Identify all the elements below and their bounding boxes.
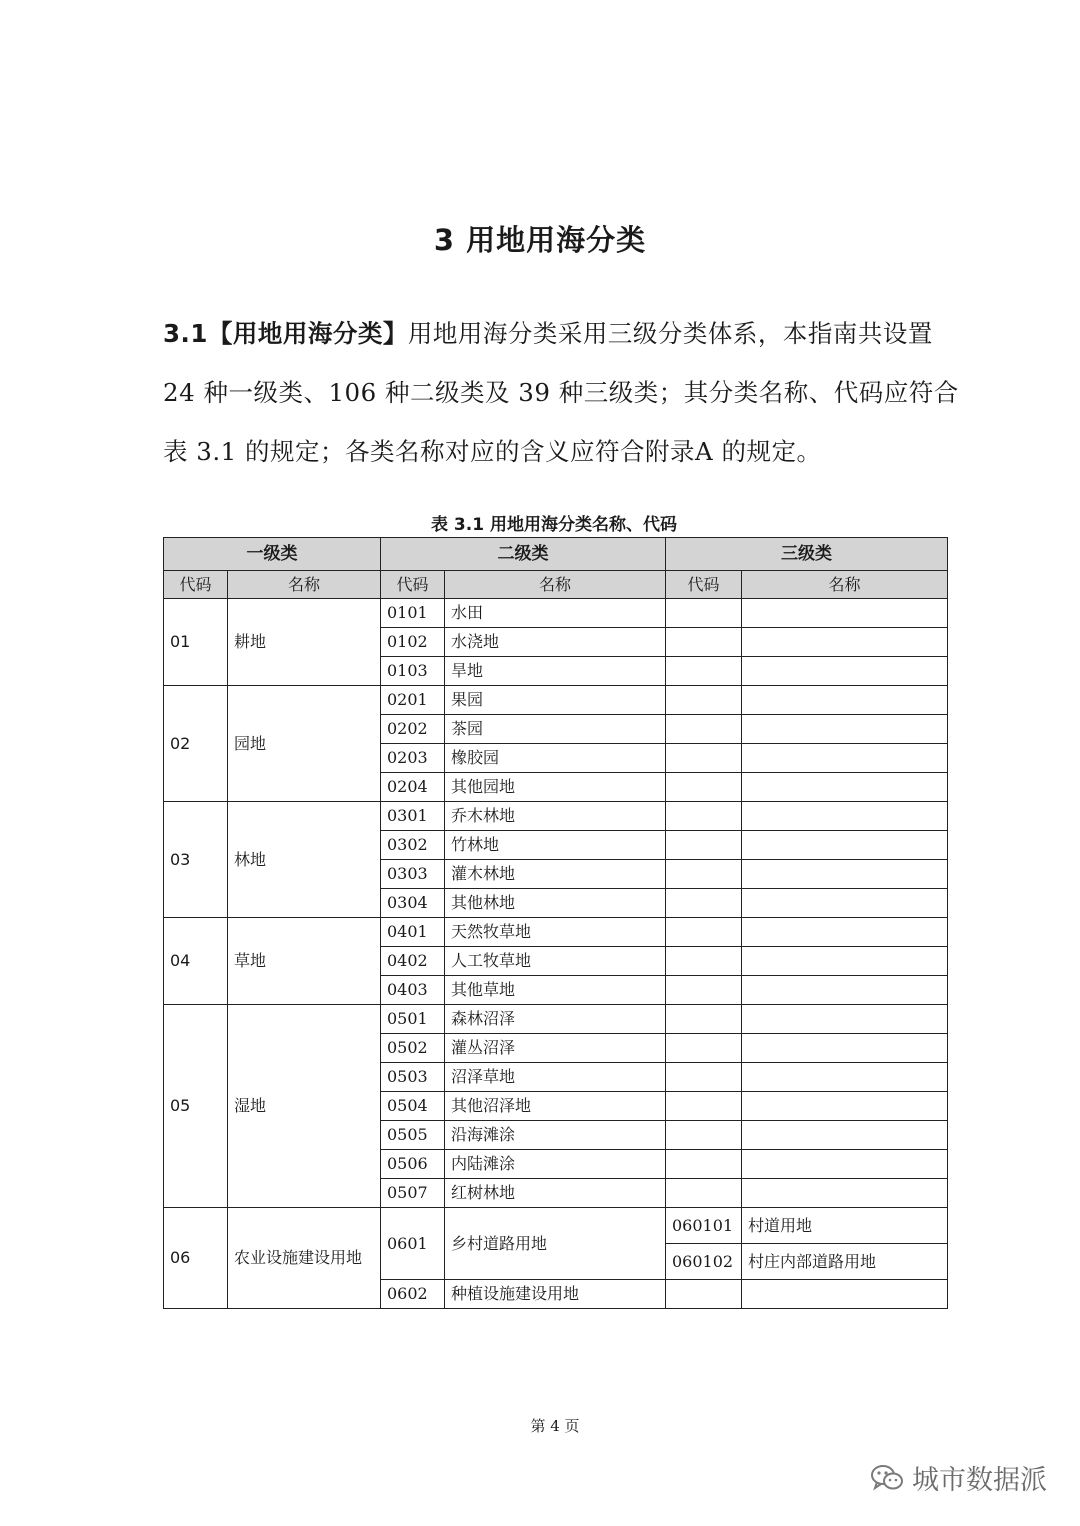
level1-name: 园地 (228, 686, 381, 802)
level3-name (742, 860, 948, 889)
level3-name (742, 1005, 948, 1034)
level2-code: 0202 (381, 715, 445, 744)
table-row (164, 802, 948, 831)
level3-name (742, 889, 948, 918)
level3-code (666, 1150, 742, 1179)
level2-code: 0501 (381, 1005, 445, 1034)
level2-name: 旱地 (445, 657, 666, 686)
level1-name-header: 名称 (228, 571, 381, 599)
table-row (164, 918, 948, 947)
level3-name (742, 1280, 948, 1309)
level2-code: 0505 (381, 1121, 445, 1150)
level3-name (742, 831, 948, 860)
level2-name: 内陆滩涂 (445, 1150, 666, 1179)
level1-name: 农业设施建设用地 (228, 1208, 381, 1309)
level3-code (666, 1005, 742, 1034)
level3-name (742, 1092, 948, 1121)
level2-code: 0101 (381, 599, 445, 628)
table-row (164, 686, 948, 715)
level3-code (666, 802, 742, 831)
level1-code: 06 (164, 1208, 228, 1309)
level1-code: 02 (164, 686, 228, 802)
page-title: 3 用地用海分类 (433, 223, 647, 257)
level3-code (666, 686, 742, 715)
level3-code (666, 1121, 742, 1150)
level2-name: 水浇地 (445, 628, 666, 657)
level1-name: 林地 (228, 802, 381, 918)
sub-header-row (164, 571, 948, 599)
level2-name: 其他林地 (445, 889, 666, 918)
section-paragraph (163, 304, 963, 481)
level3-code (666, 744, 742, 773)
level2-name: 其他沼泽地 (445, 1092, 666, 1121)
level3-name (742, 599, 948, 628)
watermark (870, 1458, 1047, 1497)
level3-code (666, 918, 742, 947)
level1-code: 03 (164, 802, 228, 918)
level1-code: 01 (164, 599, 228, 686)
level2-code: 0103 (381, 657, 445, 686)
level3-code (666, 1063, 742, 1092)
level2-code-header: 代码 (381, 571, 445, 599)
level3-name (742, 773, 948, 802)
level3-code (666, 1179, 742, 1208)
level3-code: 060102 (666, 1244, 742, 1280)
level1-code: 05 (164, 1005, 228, 1208)
level1-code-header: 代码 (164, 571, 228, 599)
table-row (164, 599, 948, 628)
level1-header: 一级类 (164, 538, 381, 571)
level2-name: 橡胶园 (445, 744, 666, 773)
level2-code: 0204 (381, 773, 445, 802)
level3-name (742, 1121, 948, 1150)
level3-name (742, 918, 948, 947)
level2-name: 其他园地 (445, 773, 666, 802)
level3-name (742, 744, 948, 773)
level3-name (742, 686, 948, 715)
level3-code (666, 976, 742, 1005)
level3-code (666, 628, 742, 657)
level2-code: 0201 (381, 686, 445, 715)
level2-code: 0203 (381, 744, 445, 773)
paragraph-line-2: 24 种一级类、106 种二级类及 39 种三级类；其分类名称、代码应符合 (163, 378, 959, 407)
level2-name: 人工牧草地 (445, 947, 666, 976)
level2-code: 0303 (381, 860, 445, 889)
level3-name (742, 1150, 948, 1179)
wechat-icon (870, 1463, 904, 1493)
level2-code: 0502 (381, 1034, 445, 1063)
paragraph-line-1 (163, 304, 963, 363)
level3-name (742, 1179, 948, 1208)
level3-name (742, 657, 948, 686)
level3-name (742, 976, 948, 1005)
level3-code (666, 831, 742, 860)
watermark-text: 城市数据派 (912, 1465, 1047, 1496)
page-number: 第 4 页 (530, 1417, 580, 1435)
level2-code: 0507 (381, 1179, 445, 1208)
level2-name: 水田 (445, 599, 666, 628)
table-row (164, 1005, 948, 1034)
level1-name: 耕地 (228, 599, 381, 686)
level2-name: 天然牧草地 (445, 918, 666, 947)
table-body (164, 599, 948, 1309)
level2-name: 种植设施建设用地 (445, 1280, 666, 1309)
level3-header: 三级类 (666, 538, 948, 571)
level2-name: 竹林地 (445, 831, 666, 860)
level2-code: 0504 (381, 1092, 445, 1121)
level2-name: 乔木林地 (445, 802, 666, 831)
level2-code: 0304 (381, 889, 445, 918)
level3-name (742, 1034, 948, 1063)
level2-code: 0601 (381, 1208, 445, 1280)
group-header-row (164, 538, 948, 571)
level3-code (666, 657, 742, 686)
level3-code-header: 代码 (666, 571, 742, 599)
level3-name (742, 802, 948, 831)
level2-header: 二级类 (381, 538, 666, 571)
level3-code (666, 599, 742, 628)
level2-name: 乡村道路用地 (445, 1208, 666, 1280)
level1-name: 湿地 (228, 1005, 381, 1208)
classification-table (163, 537, 948, 1309)
paragraph-text-1: 用地用海分类采用三级分类体系，本指南共设置 (407, 319, 933, 348)
level3-name (742, 628, 948, 657)
level2-code: 0301 (381, 802, 445, 831)
level2-name: 沼泽草地 (445, 1063, 666, 1092)
level3-code (666, 1034, 742, 1063)
level3-code (666, 773, 742, 802)
level2-name: 灌丛沼泽 (445, 1034, 666, 1063)
level2-code: 0403 (381, 976, 445, 1005)
paragraph-line-3: 表 3.1 的规定；各类名称对应的含义应符合附录A 的规定。 (163, 437, 822, 466)
level3-code (666, 1280, 742, 1309)
level3-name-header: 名称 (742, 571, 948, 599)
level2-code: 0302 (381, 831, 445, 860)
section-label: 3.1【用地用海分类】 (163, 319, 408, 348)
level3-name (742, 947, 948, 976)
level2-name-header: 名称 (445, 571, 666, 599)
level3-name: 村庄内部道路用地 (742, 1244, 948, 1280)
level3-name: 村道用地 (742, 1208, 948, 1244)
level2-name: 红树林地 (445, 1179, 666, 1208)
level2-name: 灌木林地 (445, 860, 666, 889)
level3-code (666, 860, 742, 889)
level2-name: 茶园 (445, 715, 666, 744)
level1-code: 04 (164, 918, 228, 1005)
level2-name: 沿海滩涂 (445, 1121, 666, 1150)
level3-code: 060101 (666, 1208, 742, 1244)
level2-code: 0503 (381, 1063, 445, 1092)
level2-code: 0102 (381, 628, 445, 657)
level2-code: 0602 (381, 1280, 445, 1309)
level2-name: 森林沼泽 (445, 1005, 666, 1034)
level2-code: 0506 (381, 1150, 445, 1179)
level3-code (666, 715, 742, 744)
level3-code (666, 947, 742, 976)
level2-name: 果园 (445, 686, 666, 715)
level2-name: 其他草地 (445, 976, 666, 1005)
table-row (164, 1208, 948, 1244)
level3-name (742, 715, 948, 744)
level3-code (666, 1092, 742, 1121)
level1-name: 草地 (228, 918, 381, 1005)
table-caption: 表 3.1 用地用海分类名称、代码 (431, 515, 677, 535)
level3-code (666, 889, 742, 918)
level2-code: 0402 (381, 947, 445, 976)
level2-code: 0401 (381, 918, 445, 947)
level3-name (742, 1063, 948, 1092)
